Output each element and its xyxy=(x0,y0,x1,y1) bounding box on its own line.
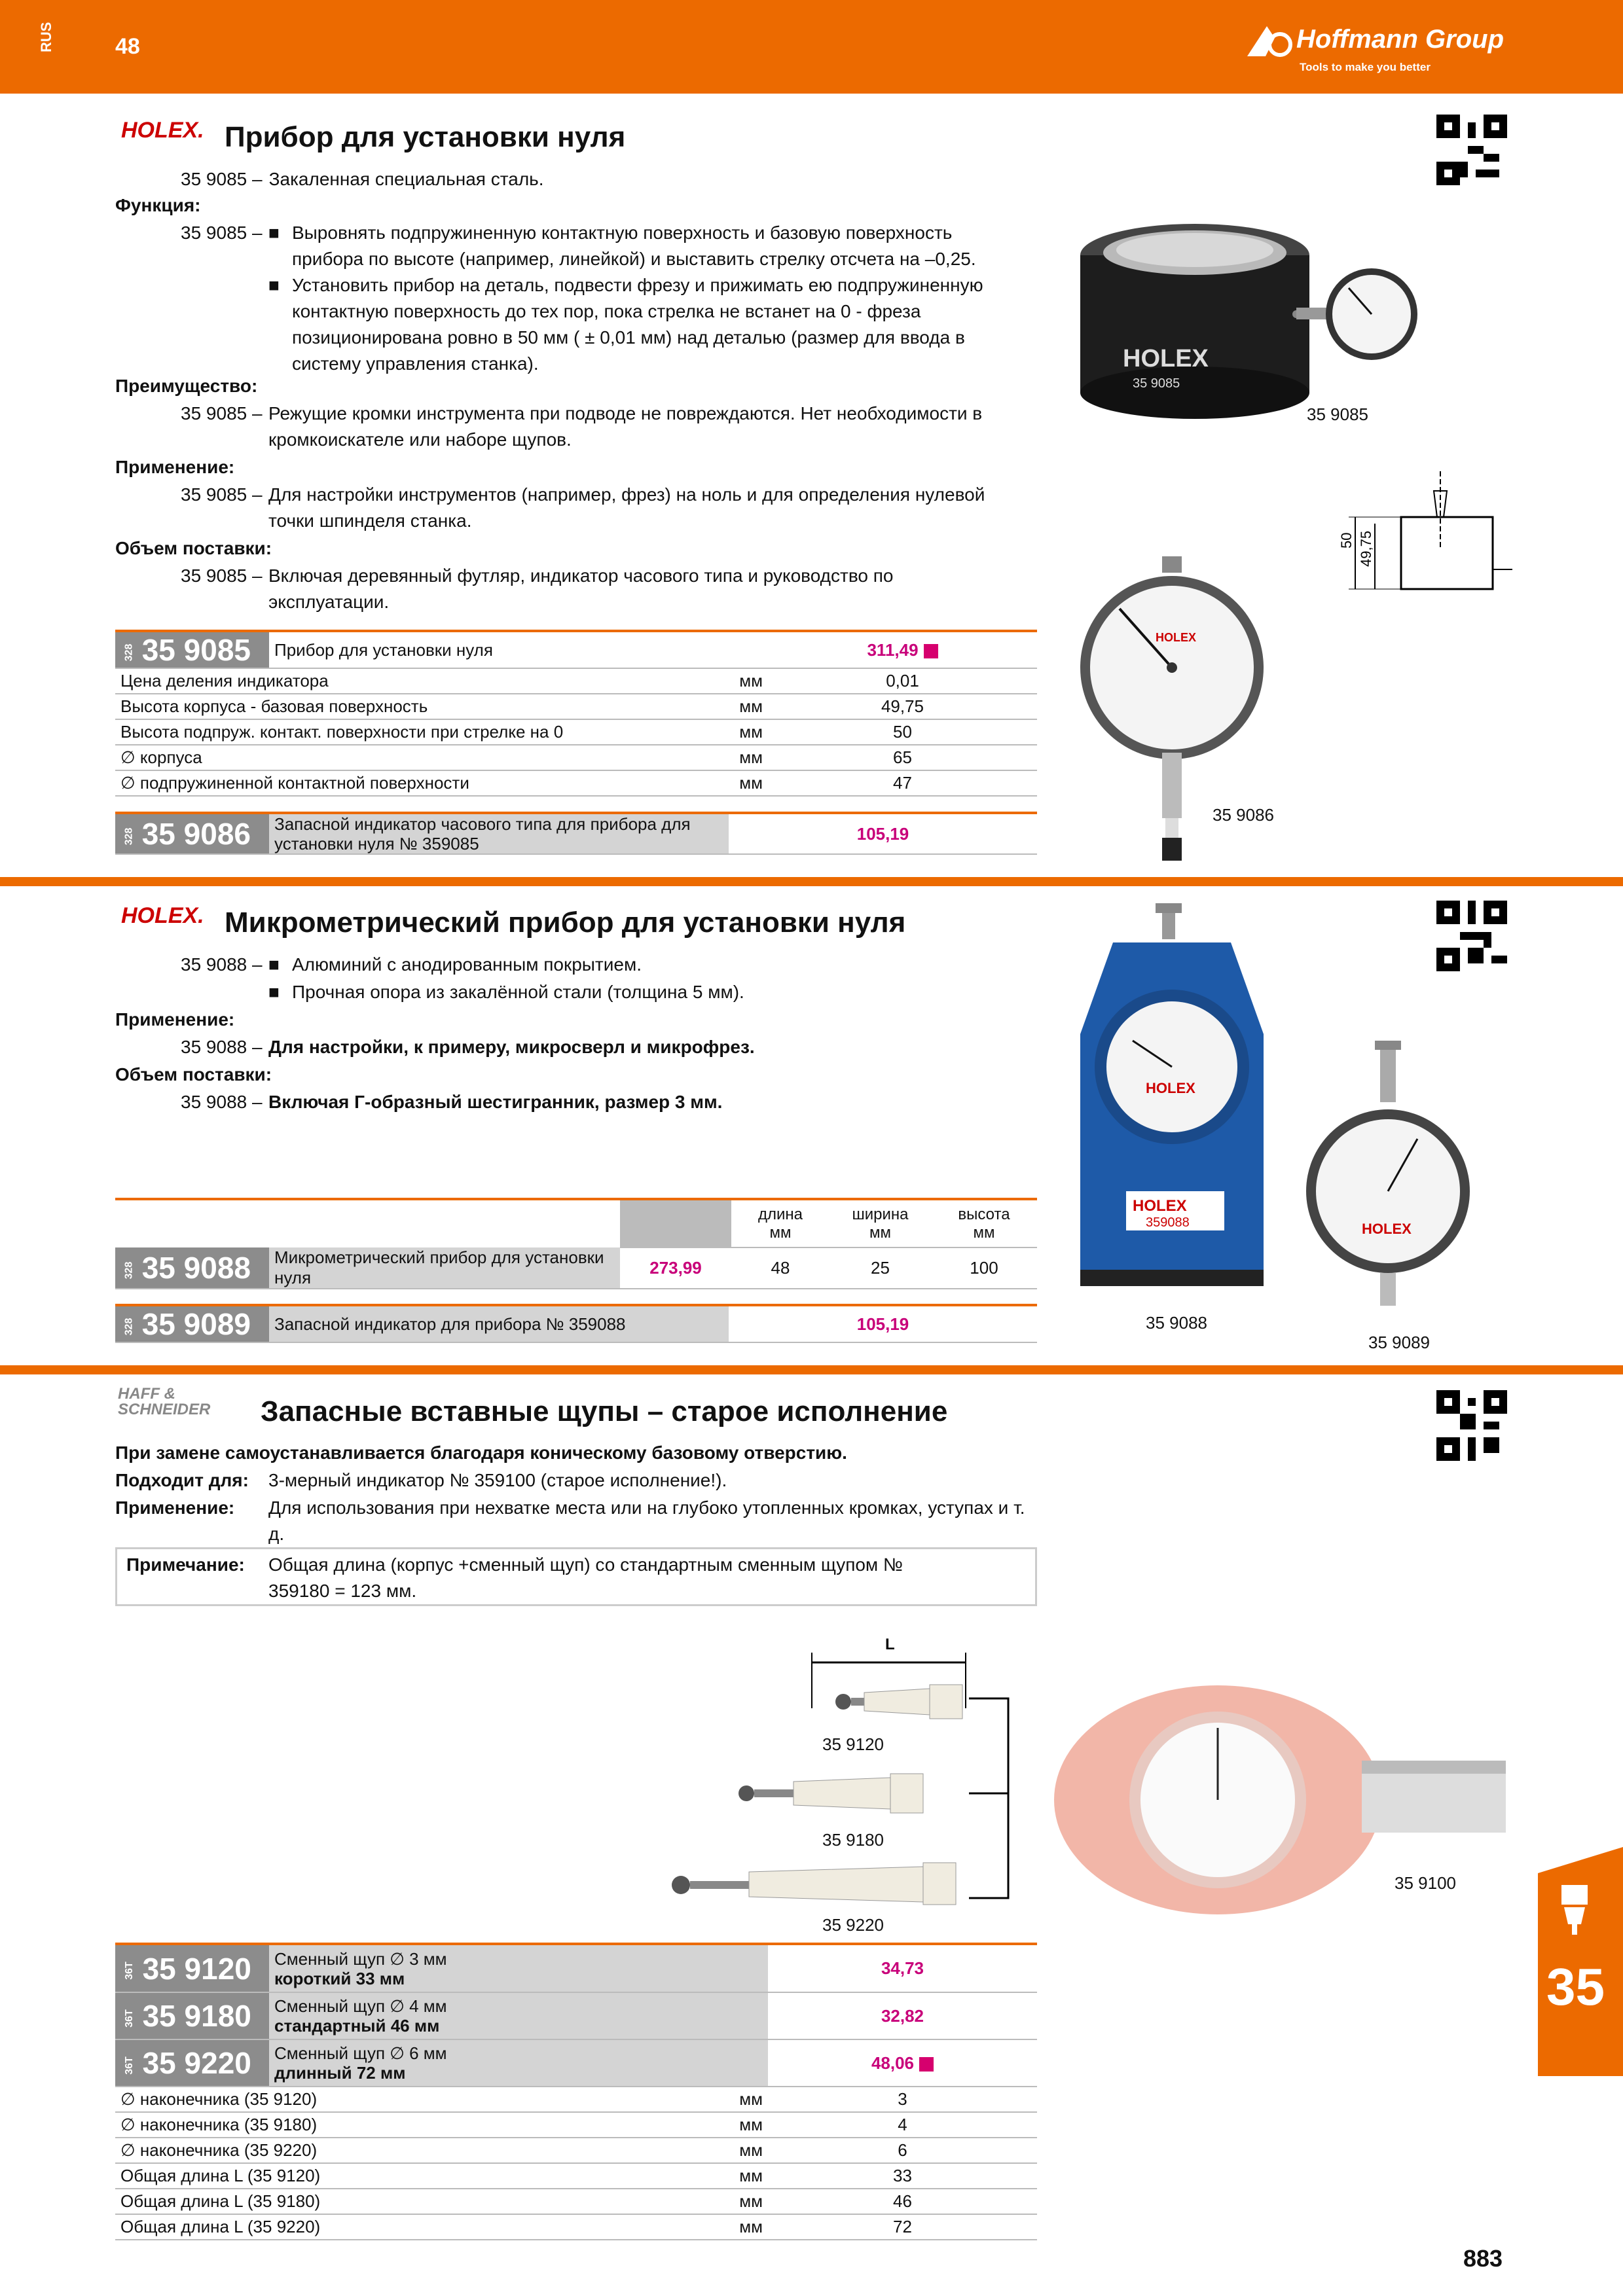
dial-indicator-image xyxy=(1303,1041,1473,1316)
catalog-page: 328 xyxy=(123,827,135,846)
gauge-brand-label: HOLEX xyxy=(1156,631,1197,644)
spec-row: ∅ корпуса мм 65 xyxy=(115,745,1037,770)
bullet-icon: ■ xyxy=(268,275,280,295)
scope-label: Объем поставки: xyxy=(115,538,272,558)
application-text: Для настройки, к примеру, микросверл и микрофрез. xyxy=(268,1037,755,1057)
spec-table-359088 xyxy=(115,1200,1037,1289)
dim-L-label: L xyxy=(885,1636,895,1653)
article-price: 105,19 xyxy=(729,814,1037,854)
hoffmann-logo-icon xyxy=(1247,25,1293,58)
article-desc: Запасной индикатор часового типа для прибора для установки нуля № 359085 xyxy=(269,814,729,854)
application-text: Для настройки инструментов (например, фрез) на ноль и для определения нулевой точки шпинделя станка. xyxy=(268,484,985,531)
catalog-page: 328 xyxy=(123,1318,135,1336)
bullet-icon: ■ xyxy=(268,982,280,1002)
qr-code-icon[interactable] xyxy=(1436,901,1507,971)
spec-row: Высота подпруж. контакт. поверхности при стрелке на 0 мм 50 xyxy=(115,719,1037,745)
adv-code: 35 9085 – xyxy=(181,403,263,423)
section1-title: Прибор для установки нуля xyxy=(225,121,626,153)
device-code-label: 35 9085 xyxy=(1133,376,1180,391)
dim-50-label: 50 xyxy=(1338,532,1355,548)
function-step-2: Установить прибор на деталь, подвести фрезу и прижимать ею подпружиненную контактную поверхность до тех пор, пока стрелка не встанет на 0 - фреза позиционирована ровно в 50 мм ( ± 0,01 мм) над деталью (размер для ввода в систему управления станка). xyxy=(292,275,983,374)
fits-text: 3-мерный индикатор № 359100 (старое исполнение!). xyxy=(268,1470,727,1490)
spec-row: Высота корпуса - базовая поверхность мм 49,75 xyxy=(115,694,1037,719)
stylus-drawing xyxy=(655,1630,995,1905)
image-caption-359180: 35 9180 xyxy=(822,1830,884,1850)
scope-text: Включая Г-образный шестигранник, размер 3 мм. xyxy=(268,1092,723,1112)
qr-code-icon[interactable] xyxy=(1436,115,1507,185)
holex-logo: HOLEX. xyxy=(121,903,204,928)
bracket-lines xyxy=(969,1695,1034,1905)
article-number: 35 9180 xyxy=(142,1999,251,2033)
scope-text: Включая деревянный футляр, индикатор часового типа и руководство по эксплуатации. xyxy=(268,565,894,612)
advantage-label: Преимущество: xyxy=(115,376,258,396)
image-caption-359089: 35 9089 xyxy=(1368,1333,1430,1352)
device-brand-label: HOLEX xyxy=(1133,1197,1187,1215)
article-price: 34,73 xyxy=(768,1945,1037,1992)
article-row-359089[interactable] xyxy=(115,1306,1037,1342)
image-caption-359088: 35 9088 xyxy=(1146,1313,1207,1333)
section-divider xyxy=(0,1365,1623,1374)
image-caption-359220: 35 9220 xyxy=(822,1915,884,1935)
article-row-359085[interactable] xyxy=(115,632,1037,668)
application-label: Применение: xyxy=(115,1498,235,1518)
article-price: 105,19 xyxy=(729,1306,1037,1342)
application-label: Применение: xyxy=(115,1009,235,1030)
feature-2: Прочная опора из закалённой стали (толщина 5 мм). xyxy=(292,982,744,1002)
brand-name: Hoffmann Group xyxy=(1296,25,1504,54)
spec-row: ∅ наконечника (35 9220) мм 6 xyxy=(115,2138,1037,2163)
bullet-icon: ■ xyxy=(268,223,280,243)
catalog-page: 328 xyxy=(123,1261,135,1280)
micrometric-setter-image xyxy=(1074,903,1270,1296)
page-number: 883 xyxy=(1463,2245,1503,2272)
article-desc: Прибор для установки нуля xyxy=(269,632,768,668)
application-text: Для использования при нехватке места или на глубоко утопленных кромках, уступах и т. д. xyxy=(268,1498,1025,1544)
article-desc: Микрометрический прибор для установки нуля xyxy=(269,1247,620,1289)
advantage-text: Режущие кромки инструмента при подводе не повреждаются. Нет необходимости в кромкоискателе или наборе щупов. xyxy=(268,403,983,450)
material-text: Закаленная специальная сталь. xyxy=(268,169,544,189)
article-number: 35 9120 xyxy=(142,1951,251,1986)
fits-label: Подходит для: xyxy=(115,1470,249,1490)
article-number: 35 9086 xyxy=(141,817,251,851)
s2-code: 35 9088 – xyxy=(181,954,263,975)
dim-4975-label: 49,75 xyxy=(1358,530,1374,567)
section2-title: Микрометрический прибор для установки нуля xyxy=(225,906,906,939)
brand-tagline: Tools to make you better xyxy=(1300,61,1431,73)
spec-table-359086 xyxy=(115,814,1037,855)
article-price: 273,99 xyxy=(620,1247,731,1289)
s1-code-line xyxy=(181,166,544,192)
article-number: 35 9089 xyxy=(141,1307,251,1341)
note-box xyxy=(115,1547,1037,1606)
price-marker-icon xyxy=(919,2057,934,2072)
device-brand-label: HOLEX xyxy=(1123,345,1209,372)
spec-row: Общая длина L (35 9180) мм 46 xyxy=(115,2189,1037,2214)
article-number: 35 9085 xyxy=(141,633,251,667)
feature-1: Алюминий с анодированным покрытием. xyxy=(292,954,642,975)
spec-row: Цена деления индикатора мм 0,01 xyxy=(115,668,1037,694)
spec-table-359089 xyxy=(115,1306,1037,1343)
image-caption-359086: 35 9086 xyxy=(1213,805,1274,825)
article-code: 35 9085 – xyxy=(181,169,263,189)
image-caption-359085: 35 9085 xyxy=(1307,404,1368,424)
bullet-icon: ■ xyxy=(268,954,280,975)
spec-row: ∅ наконечника (35 9180) мм 4 xyxy=(115,2112,1037,2138)
chapter-number: 48 xyxy=(115,34,140,59)
image-caption-359100: 35 9100 xyxy=(1395,1873,1456,1893)
gauge-brand-label: HOLEX xyxy=(1146,1080,1195,1096)
scope-code: 35 9088 – xyxy=(181,1092,263,1112)
spec-table-359085 xyxy=(115,632,1037,797)
price-marker-icon xyxy=(924,644,938,658)
section-divider xyxy=(0,877,1623,886)
scope-code: 35 9085 – xyxy=(181,565,263,586)
spec-table-styli xyxy=(115,1945,1037,2240)
article-row-359088[interactable]: 328 35 9088 Микрометрический прибор для установки нуля 273,99 48 25 100 xyxy=(115,1247,1037,1289)
note-text: Общая длина (корпус +сменный щуп) со стандартным сменным щупом № 359180 = 123 мм. xyxy=(268,1554,903,1601)
device-code-label: 359088 xyxy=(1146,1215,1190,1230)
probe-tab-icon xyxy=(1555,1885,1594,1937)
spec-row: ∅ подпружиненной контактной поверхности мм 47 xyxy=(115,770,1037,796)
article-number: 35 9220 xyxy=(142,2046,251,2080)
holex-logo: HOLEX. xyxy=(121,118,204,143)
function-label: Функция: xyxy=(115,195,201,215)
article-row-359220[interactable]: 36T 35 9220 Сменный щуп ∅ 6 мм длинный 72 мм 48,06 xyxy=(115,2039,1037,2087)
zero-setter-image xyxy=(1074,209,1440,432)
use-code: 35 9088 – xyxy=(181,1037,263,1057)
article-number: 35 9088 xyxy=(141,1251,251,1285)
section3-title: Запасные вставные щупы – старое исполнение xyxy=(261,1395,948,1427)
article-row-359180[interactable]: 36T 35 9180 Сменный щуп ∅ 4 мм стандартный 46 мм 32,82 xyxy=(115,1992,1037,2039)
lead-text: При замене самоустанавливается благодаря коническому базовому отверстию. xyxy=(115,1443,847,1463)
article-price: 311,49 xyxy=(867,639,919,660)
qr-code-icon[interactable] xyxy=(1436,1390,1507,1461)
article-desc: Запасной индикатор для прибора № 359088 xyxy=(269,1306,729,1342)
spec-row: Общая длина L (35 9120) мм 33 xyxy=(115,2163,1037,2189)
application-label: Применение: xyxy=(115,457,235,477)
spec-row: ∅ наконечника (35 9120) мм 3 xyxy=(115,2087,1037,2112)
gauge-brand-label: HOLEX xyxy=(1362,1221,1412,1237)
func-code: 35 9085 – xyxy=(181,223,263,243)
article-price: 48,06 xyxy=(871,2053,915,2073)
dimension-drawing xyxy=(1338,471,1525,615)
haff-schneider-logo: HAFF & SCHNEIDER xyxy=(118,1385,211,1418)
table-header-row: длина мм ширина мм высота мм xyxy=(115,1200,1037,1247)
article-row-359120[interactable]: 36T 35 9120 Сменный щуп ∅ 3 мм короткий 33 мм 34,73 xyxy=(115,1945,1037,1992)
article-row-359086[interactable] xyxy=(115,814,1037,854)
function-step-1: Выровнять подпружиненную контактную поверхность и базовую поверхность прибора по высоте (например, линейкой) и выставить стрелку отсчета на –0,25. xyxy=(292,223,976,269)
note-label: Примечание: xyxy=(126,1554,245,1575)
article-price: 32,82 xyxy=(768,1992,1037,2039)
spec-row: Общая длина L (35 9220) мм 72 xyxy=(115,2214,1037,2240)
image-caption-359120: 35 9120 xyxy=(822,1734,884,1754)
scope-label: Объем поставки: xyxy=(115,1064,272,1085)
use-code: 35 9085 – xyxy=(181,484,263,505)
catalog-page: 328 xyxy=(123,643,135,662)
chapter-tab-number: 35 xyxy=(1546,1958,1605,2016)
language-code: RUS xyxy=(38,22,54,52)
